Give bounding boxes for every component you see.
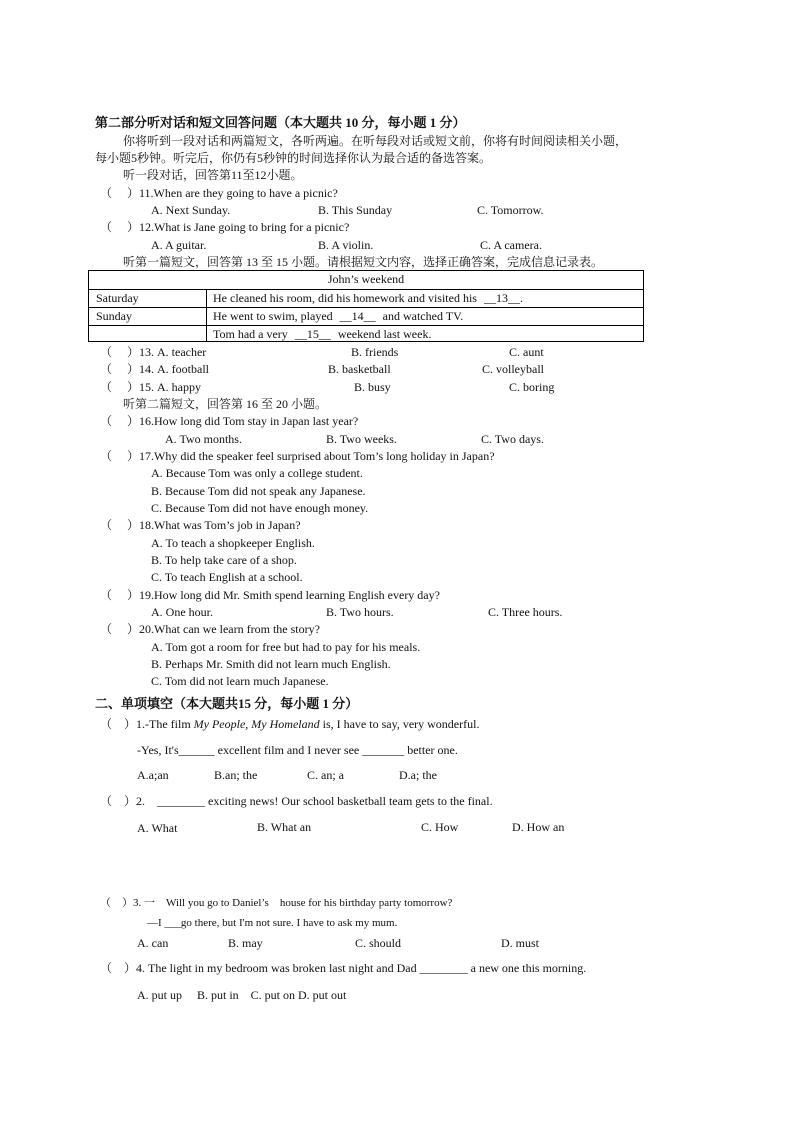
question-16-stem: （ ）16.How long did Tom stay in Japan last year? bbox=[100, 414, 359, 428]
single-3-line2: —I ___go there, but I'm not sure. I have to ask my mum. bbox=[147, 917, 398, 929]
single-3-option-c[interactable]: C. should bbox=[355, 936, 402, 950]
table-title: John’s weekend bbox=[327, 272, 405, 286]
single-2-option-d[interactable]: D. How an bbox=[512, 820, 565, 834]
question-15-option-c[interactable]: C. boring bbox=[509, 380, 555, 394]
question-15-option-b[interactable]: B. busy bbox=[354, 380, 391, 394]
passage2-intro: 听第二篇短文，回答第 16 至 20 小题。 bbox=[123, 397, 328, 411]
single-2-stem: （ ）2. ________ exciting news! Our school basketball team gets to the final. bbox=[100, 794, 493, 808]
single-2-option-b[interactable]: B. What an bbox=[257, 820, 312, 834]
single-2-option-c[interactable]: C. How bbox=[421, 820, 459, 834]
single-1-stem-a: （ ）1.-The film bbox=[100, 717, 194, 731]
part2-instruction-line2: 每小题5秒钟。听完后，你仍有5秒钟的时间选择你认为最合适的备选答案。 bbox=[95, 151, 492, 165]
table-summary-text-b: weekend last week. bbox=[337, 327, 432, 341]
question-19-option-a[interactable]: A. One hour. bbox=[151, 605, 213, 619]
question-16-option-a[interactable]: A. Two months. bbox=[165, 432, 242, 446]
single-choice-heading: 二、单项填空（本大题共15 分，每小题 1 分） bbox=[95, 696, 359, 711]
question-16-option-c[interactable]: C. Two days. bbox=[481, 432, 544, 446]
question-20-option-a[interactable]: A. Tom got a room for free but had to pay for his meals. bbox=[151, 640, 421, 654]
question-11-stem: （ ）11.When are they going to have a picnic? bbox=[100, 186, 338, 200]
table-column-divider bbox=[206, 289, 207, 342]
single-3-option-d[interactable]: D. must bbox=[501, 936, 540, 950]
table-sunday-text-b: and watched TV. bbox=[382, 309, 464, 323]
table-summary-text-a: Tom had a very bbox=[213, 327, 288, 341]
question-13-stem[interactable]: （ ）13. A. teacher bbox=[100, 345, 207, 359]
question-14-option-b[interactable]: B. basketball bbox=[328, 362, 391, 376]
table-label-sunday: Sunday bbox=[96, 309, 132, 323]
question-17-option-c[interactable]: C. Because Tom did not have enough money. bbox=[151, 501, 369, 515]
part2-instruction-line1: 你将听到一段对话和两篇短文，各听两遍。在听每段对话或短文前，你将有时间阅读相关小题， bbox=[123, 134, 628, 148]
table-label-saturday: Saturday bbox=[96, 291, 139, 305]
single-1-option-c[interactable]: C. an; a bbox=[307, 768, 344, 782]
question-12-option-a[interactable]: A. A guitar. bbox=[151, 238, 207, 252]
single-1-option-a[interactable]: A.a;an bbox=[137, 768, 169, 782]
question-12-stem: （ ）12.What is Jane going to bring for a picnic? bbox=[100, 220, 350, 234]
single-1-stem bbox=[100, 716, 479, 732]
question-16-option-b[interactable]: B. Two weeks. bbox=[326, 432, 397, 446]
dialog-intro: 听一段对话，回答第11至12小题。 bbox=[123, 168, 303, 182]
blank-15[interactable]: __15__ bbox=[294, 327, 331, 341]
table-sunday-text-a: He went to swim, played bbox=[213, 309, 333, 323]
question-12-option-b[interactable]: B. A violin. bbox=[318, 238, 374, 252]
question-20-option-c[interactable]: C. Tom did not learn much Japanese. bbox=[151, 674, 329, 688]
single-3-option-b[interactable]: B. may bbox=[228, 936, 263, 950]
part2-heading: 第二部分听对话和短文回答问题（本大题共 10 分，每小题 1 分） bbox=[95, 115, 466, 130]
film-title: My People, My Homeland bbox=[193, 717, 320, 731]
question-15-stem[interactable]: （ ）15. A. happy bbox=[100, 380, 201, 394]
question-12-option-c[interactable]: C. A camera. bbox=[480, 238, 542, 252]
question-18-option-c[interactable]: C. To teach English at a school. bbox=[151, 570, 303, 584]
question-19-option-b[interactable]: B. Two hours. bbox=[326, 605, 394, 619]
single-1-option-b[interactable]: B.an; the bbox=[214, 768, 258, 782]
single-2-option-a[interactable]: A. What bbox=[137, 821, 178, 835]
single-4-options[interactable]: A. put up B. put in C. put on D. put out bbox=[137, 988, 347, 1002]
question-17-option-a[interactable]: A. Because Tom was only a college student. bbox=[151, 466, 363, 480]
question-11-option-b[interactable]: B. This Sunday bbox=[318, 203, 393, 217]
table-row-sunday bbox=[206, 308, 463, 325]
table-saturday-text: He cleaned his room, did his homework and visited his bbox=[213, 291, 477, 305]
question-20-stem: （ ）20.What can we learn from the story? bbox=[100, 622, 320, 636]
blank-13[interactable]: __13__. bbox=[483, 291, 523, 305]
question-11-option-c[interactable]: C. Tomorrow. bbox=[477, 203, 544, 217]
question-18-option-a[interactable]: A. To teach a shopkeeper English. bbox=[151, 536, 315, 550]
passage1-intro: 听第一篇短文，回答第 13 至 15 小题。请根据短文内容，选择正确答案，完成信息记录表。 bbox=[123, 255, 604, 269]
single-1-stem-b: is, I have to say, very wonderful. bbox=[319, 717, 480, 731]
johns-weekend-table bbox=[88, 270, 644, 342]
blank-14[interactable]: __14__ bbox=[339, 309, 376, 323]
question-13-option-c[interactable]: C. aunt bbox=[509, 345, 544, 359]
question-17-stem: （ ）17.Why did the speaker feel surprised about Tom’s long holiday in Japan? bbox=[100, 449, 495, 463]
question-17-option-b[interactable]: B. Because Tom did not speak any Japanese. bbox=[151, 484, 366, 498]
single-1-line2: -Yes, It's______ excellent film and I never see _______ better one. bbox=[137, 743, 458, 757]
question-19-option-c[interactable]: C. Three hours. bbox=[488, 605, 563, 619]
table-row-saturday bbox=[206, 290, 523, 307]
question-18-option-b[interactable]: B. To help take care of a shop. bbox=[151, 553, 297, 567]
single-4-stem: （ ）4. The light in my bedroom was broken last night and Dad ________ a new one this morning. bbox=[100, 961, 587, 975]
question-19-stem: （ ）19.How long did Mr. Smith spend learning English every day? bbox=[100, 588, 440, 602]
question-14-stem[interactable]: （ ）14. A. football bbox=[100, 362, 209, 376]
table-row-summary bbox=[206, 326, 431, 343]
question-11-option-a[interactable]: A. Next Sunday. bbox=[151, 203, 231, 217]
question-13-option-b[interactable]: B. friends bbox=[351, 345, 399, 359]
question-14-option-c[interactable]: C. volleyball bbox=[482, 362, 544, 376]
single-3-stem: （ ）3. 一 Will you go to Daniel’s house for his birthday party tomorrow? bbox=[100, 897, 453, 909]
single-1-option-d[interactable]: D.a; the bbox=[399, 768, 437, 782]
question-20-option-b[interactable]: B. Perhaps Mr. Smith did not learn much English. bbox=[151, 657, 391, 671]
single-3-option-a[interactable]: A. can bbox=[137, 936, 169, 950]
question-18-stem: （ ）18.What was Tom’s job in Japan? bbox=[100, 518, 301, 532]
